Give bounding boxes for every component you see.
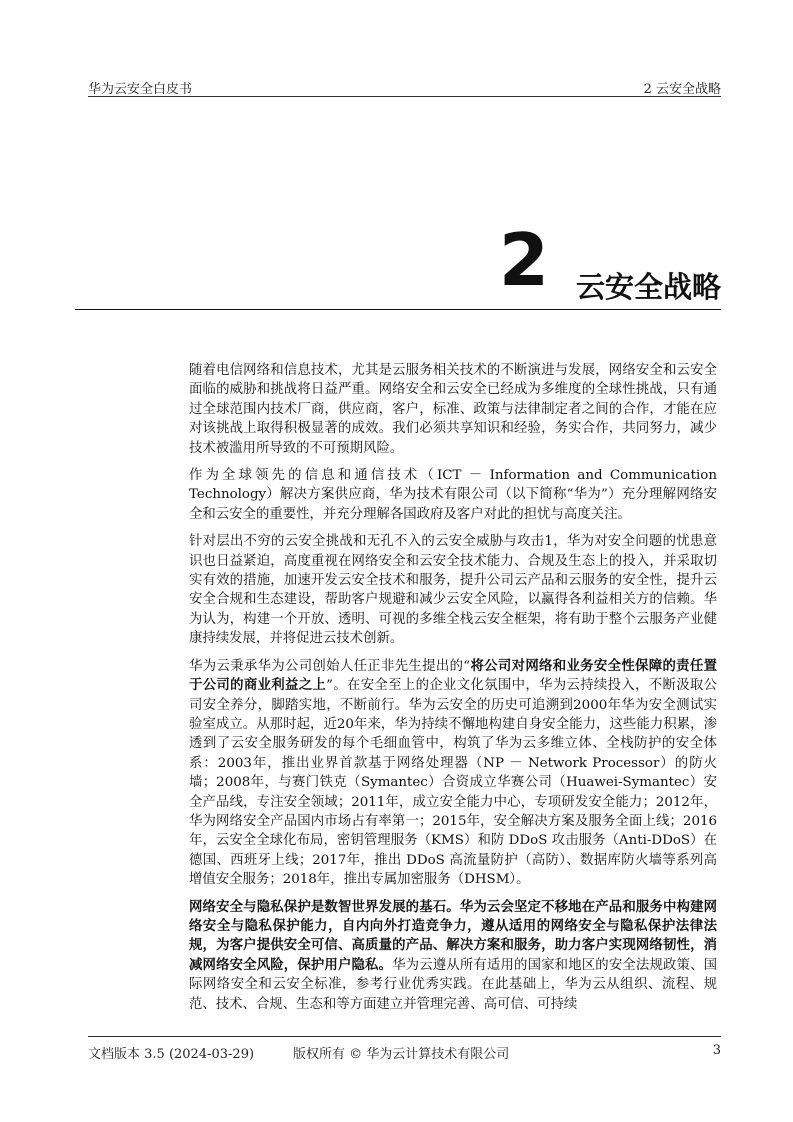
paragraph-4-rest: ”。在安全至上的企业文化氛围中，华为云持续投入，不断汲取公司安全养分，脚踏实地，不断前行。华为云安全的历史可追溯到2000年华为安全测试实验室成立。从那时起，近20年来，华为持续不懈地构建自身安全能力，这些能力积累，渗透到了云安全服务研发的每个毛细血管中，构筑了华为云多维立体、全栈防护的安全体系：2003年，推出业界首款基于网络处理器（NP － Network Processor）的防火墙；2008年，与赛门铁克（Symantec）合资成立华赛公司（Huawei-Symantec）安全产品线，专注安全领域；2011年，成立安全能力中心，专项研发安全能力；2012年，华为网络安全产品国内市场占有率第一；2015年，安全解决方案及服务全面上线；2016年，云安全全球化布局，密钥管理服务（KMS）和防 DDoS 攻击服务（Anti-DDoS）在德国、西班牙上线；2017年，推出 DDoS 高流量防护（高防）、数据库防火墙等系列高增值安全服务；2018年，推出专属加密服务（DHSM）。 <box>189 678 718 888</box>
body-text <box>189 361 717 1022</box>
footer-version: 文档版本 3.5 (2024-03-29) <box>88 1047 255 1062</box>
paragraph-3: 针对层出不穷的云安全挑战和无孔不入的云安全威胁与攻击1，华为对安全问题的忧患意识也日益紧迫，高度重视在网络安全和云安全技术能力、合规及生态上的投入，并采取切实有效的措施，加速开发云安全技术和服务，提升公司云产品和云服务的安全性，提升云安全合规和生态建设，帮助客户规避和减少云安全风险，以赢得各利益相关方的信赖。华为认为，构建一个开放、透明、可视的多维全栈云安全框架，将有助于整个云服务产业健康持续发展，并将促进云技术创新。 <box>189 534 717 647</box>
paragraph-1: 随着电信网络和信息技术，尤其是云服务相关技术的不断演进与发展，网络安全和云安全面临的威胁和挑战将日益严重。网络安全和云安全已经成为多维度的全球性挑战，只有通过全球范围内技术厂商，供应商，客户，标准、政策与法律制定者之间的合作，才能在应对该挑战上取得积极显著的成效。我们必须共享知识和经验，务实合作，共同努力，减少技术被滥用所导致的不可预期风险。 <box>189 363 717 456</box>
header-section-title: 2 云安全战略 <box>643 82 721 97</box>
footer-copyright: 版权所有 © 华为云计算技术有限公司 <box>293 1047 510 1062</box>
paragraph-5 <box>189 898 717 1014</box>
footer-page-number: 3 <box>712 1043 721 1058</box>
paragraph-2: 作为全球领先的信息和通信技术（ICT － Information and Communication Technology）解决方案供应商，华为技术有限公司（以下简称“华为”）充分理解网络安全和云安全的重要性，并充分理解各国政府及客户对此的担忧与高度关注。 <box>189 468 717 522</box>
chapter-number: 2 <box>498 218 549 302</box>
paragraph-4-lead: 华为云秉承华为公司创始人任正非先生提出的“ <box>189 658 471 674</box>
page-footer <box>88 1036 721 1063</box>
page-header <box>88 78 721 97</box>
paragraph-4 <box>189 657 717 890</box>
chapter-heading <box>75 218 721 310</box>
paragraph-5-rest: 华为云遵从所有适用的国家和地区的安全法规政策、国际网络安全和云安全标准，参考行业优秀实践。在此基础上，华为云从组织、流程、规范、技术、合规、生态和等方面建立并管理完善、高可信、可持续 <box>189 957 718 1012</box>
chapter-title: 云安全战略 <box>575 270 721 304</box>
paragraph-5-emphasis: 网络安全与隐私保护是数智世界发展的基石。华为云会坚定不移地在产品和服务中构建网络安全与隐私保护能力，自内向外打造竞争力，遵从适用的网络安全与隐私保护法律法规，为客户提供安全可信、高质量的产品、解决方案和服务，助力客户实现网络韧性，消减网络安全风险，保护用户隐私。 <box>189 898 717 973</box>
paragraph-4-emphasis: 将公司对网络和业务安全性保障的责任置于公司的商业利益之上 <box>189 657 717 694</box>
header-doc-title: 华为云安全白皮书 <box>88 82 193 97</box>
